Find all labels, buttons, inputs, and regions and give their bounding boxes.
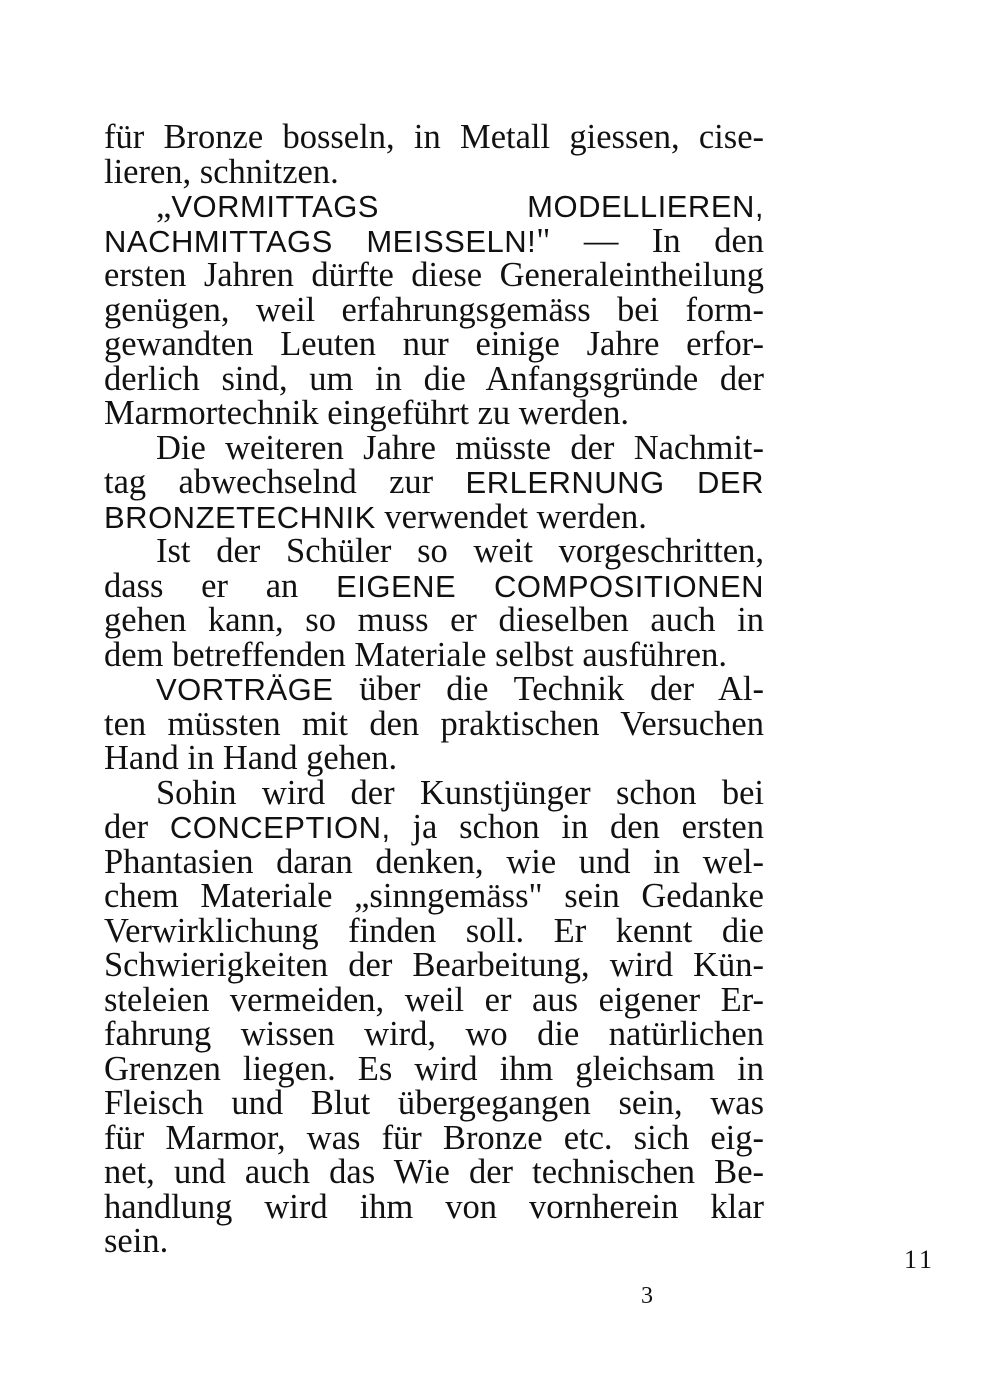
text-line: Die weiteren Jahre müsste der Nachmit- bbox=[156, 428, 764, 467]
text-line: chem Materiale „sinngemäss" sein Gedanke bbox=[104, 877, 764, 915]
text-line: Ist der Schüler so weit vorgeschritten, bbox=[156, 532, 764, 570]
text-line: dem betreffenden Materiale selbst ausführen. bbox=[104, 635, 727, 674]
text-line: genügen, weil erfahrungsgemäss bei form- bbox=[104, 290, 764, 329]
text-line: sein. bbox=[104, 1222, 169, 1260]
text-line: Verwirklichung finden soll. Er kennt die bbox=[104, 911, 764, 950]
text-line: tag abwechselnd zur ERLERNUNG DER bbox=[104, 463, 764, 501]
text-line: lieren, schnitzen. bbox=[104, 152, 339, 191]
text-line: derlich sind, um in die Anfangsgründe der bbox=[104, 359, 764, 398]
text-line: gehen kann, so muss er dieselben auch in bbox=[104, 601, 764, 639]
text-line: steleien vermeiden, weil er aus eigener Er- bbox=[104, 980, 764, 1019]
body-text bbox=[104, 120, 764, 1259]
text-line: für Bronze bosseln, in Metall giessen, cise- bbox=[104, 118, 764, 156]
text-line: der CONCEPTION, ja schon in den ersten bbox=[104, 808, 764, 846]
text-line: Marmortechnik eingeführt zu werden. bbox=[104, 394, 629, 432]
text-line: dass er an EIGENE COMPOSITIONEN bbox=[104, 566, 765, 605]
text-line: net, und auch das Wie der technischen Be- bbox=[104, 1153, 764, 1191]
page-number: 3 bbox=[641, 1283, 653, 1309]
text-line: BRONZETECHNIK verwendet werden. bbox=[104, 497, 647, 536]
text-line: Fleisch und Blut übergegangen sein, was bbox=[104, 1084, 764, 1122]
text-line: Grenzen liegen. Es wird ihm gleichsam in bbox=[104, 1049, 764, 1088]
text-line: handlung wird ihm von vornherein klar bbox=[104, 1187, 764, 1226]
text-line: NACHMITTAGS MEISSELN!" — In den bbox=[104, 221, 765, 260]
signature-mark: 11 bbox=[904, 1245, 936, 1274]
text-line: VORTRÄGE über die Technik der Al- bbox=[156, 670, 764, 708]
text-line: für Marmor, was für Bronze etc. sich eig- bbox=[104, 1118, 764, 1157]
text-line: Sohin wird der Kunstjünger schon bei bbox=[156, 773, 764, 812]
text-line: ten müssten mit den praktischen Versuchen bbox=[104, 704, 764, 743]
text-line: „VORMITTAGS MODELLIEREN, bbox=[156, 187, 764, 225]
text-line: ersten Jahren dürfte diese Generaleintheilung bbox=[104, 256, 764, 294]
text-line: gewandten Leuten nur einige Jahre erfor- bbox=[104, 325, 764, 363]
text-line: Hand in Hand gehen. bbox=[104, 739, 398, 777]
text-line: Phantasien daran denken, wie und in wel- bbox=[104, 842, 764, 881]
text-line: fahrung wissen wird, wo die natürlichen bbox=[104, 1015, 764, 1053]
text-line: Schwierigkeiten der Bearbeitung, wird Kün- bbox=[104, 946, 764, 984]
